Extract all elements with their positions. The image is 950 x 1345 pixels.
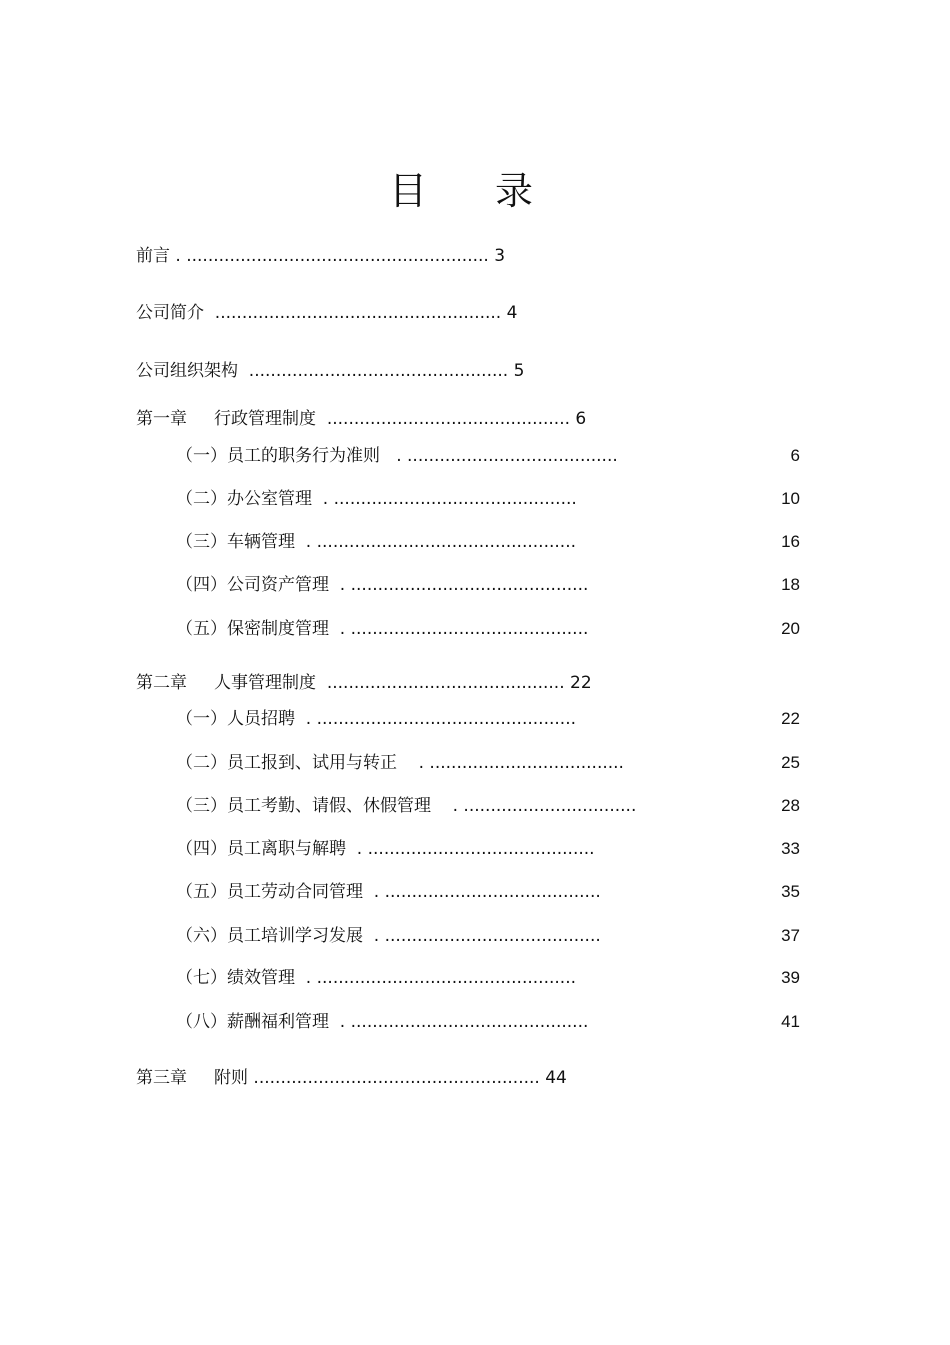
- toc-page-number: 10: [781, 489, 800, 508]
- toc-entry: （四）公司资产管理 . ............................................: [176, 575, 589, 595]
- toc-entry: （一）人员招聘 . ................................................: [176, 709, 576, 729]
- toc-page-number: 16: [781, 532, 800, 551]
- toc-entry: （五）员工劳动合同管理 . ........................................: [176, 882, 601, 902]
- toc-page-number: 41: [781, 1012, 800, 1031]
- toc-entry: （二）员工报到、试用与转正 . ....................................: [176, 753, 624, 773]
- toc-page-number: 39: [781, 968, 800, 987]
- toc-entry: （四）员工离职与解聘 . ..........................................: [176, 839, 595, 859]
- toc-entry: 第一章 行政管理制度 ............................................. 6: [136, 409, 587, 429]
- toc-entry: 公司简介 ..................................................... 4: [136, 303, 518, 323]
- toc-entry: 第二章 人事管理制度 ............................................ 22: [136, 673, 592, 693]
- toc-page-number: 37: [781, 926, 800, 945]
- toc-entry: （一）员工的职务行为准则 . .......................................: [176, 446, 618, 466]
- toc-page-number: 33: [781, 839, 800, 858]
- toc-page-number: 18: [781, 575, 800, 594]
- toc-entry: （三）员工考勤、请假、休假管理 . ................................: [176, 796, 637, 816]
- toc-entry: 公司组织架构 ................................................ 5: [136, 361, 525, 381]
- toc-entry: 第三章 附则 ..................................................... 44: [136, 1068, 567, 1088]
- toc-page-number: 25: [781, 753, 800, 772]
- toc-page-number: 35: [781, 882, 800, 901]
- toc-entry: （八）薪酬福利管理 . ............................................: [176, 1012, 589, 1032]
- toc-entry: （二）办公室管理 . .............................................: [176, 489, 577, 509]
- toc-page-number: 22: [781, 709, 800, 728]
- toc-entry: （五）保密制度管理 . ............................................: [176, 619, 589, 639]
- toc-title: 目 录: [388, 169, 562, 213]
- toc-page-number: 28: [781, 796, 800, 815]
- toc-entry: 前言 . ........................................................ 3: [136, 246, 506, 266]
- toc-entry: （七）绩效管理 . ................................................: [176, 968, 576, 988]
- toc-page-number: 20: [781, 619, 800, 638]
- toc-entry: （三）车辆管理 . ................................................: [176, 532, 576, 552]
- toc-page-number: 6: [790, 446, 800, 465]
- toc-entry: （六）员工培训学习发展 . ........................................: [176, 926, 601, 946]
